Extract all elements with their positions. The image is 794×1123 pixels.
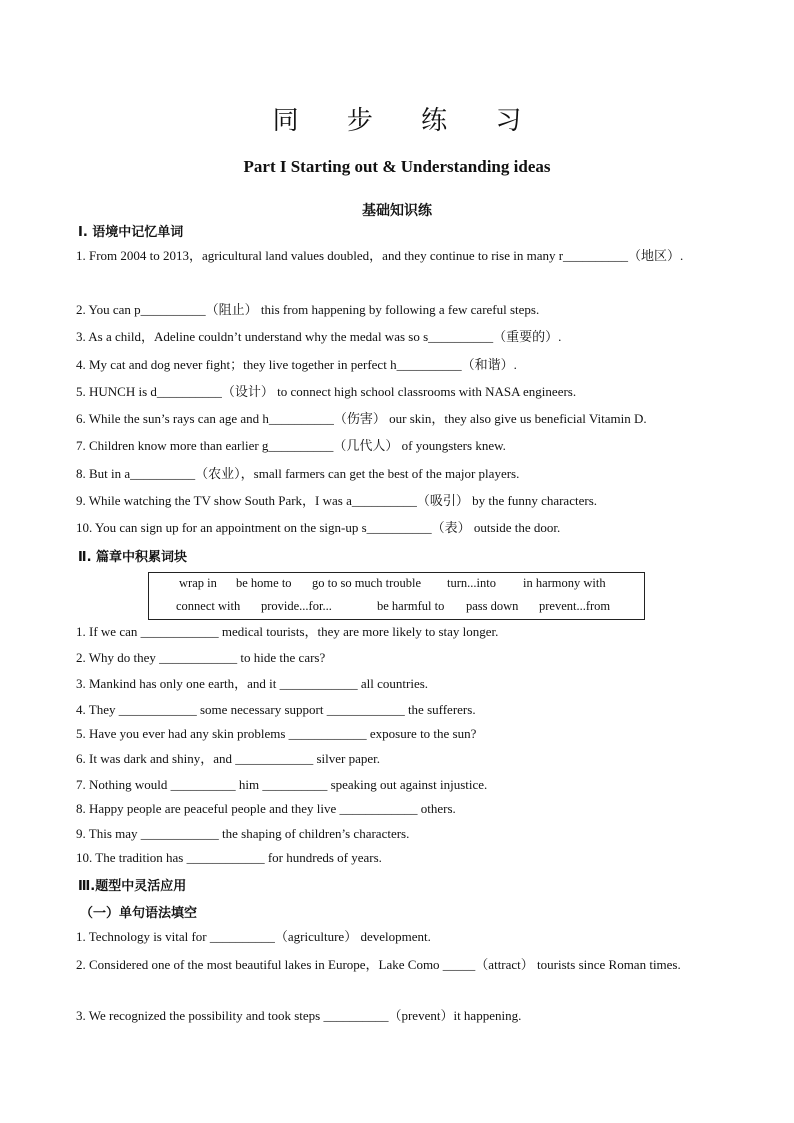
section3-item: 1. Technology is vital for __________（agriculture） development. (76, 929, 431, 944)
word-bank-box (148, 572, 645, 620)
section1-item: 9. While watching the TV show South Park，I was a__________（吸引） by the funny characters. (76, 493, 597, 508)
page-title: 同 步 练 习 (272, 106, 542, 136)
section2-item: 9. This may ____________ the shaping of children’s characters. (76, 826, 410, 841)
section2-item: 6. It was dark and shiny，and ____________ silver paper. (76, 751, 381, 766)
section1-item: 10. You can sign up for an appointment on the sign-up s__________（表） outside the door. (76, 520, 561, 535)
section1-item: 5. HUNCH is d__________（设计） to connect high school classrooms with NASA engineers. (76, 384, 577, 399)
section2-item: 7. Nothing would __________ him __________ speaking out against injustice. (76, 777, 488, 792)
word-bank-item: wrap in (179, 576, 217, 590)
section1-heading: Ⅰ. 语境中记忆单词 (78, 225, 184, 240)
word-bank-item: in harmony with (523, 576, 606, 590)
word-bank-item: provide...for... (261, 599, 332, 613)
word-bank-item: be harmful to (377, 599, 445, 613)
word-bank-item: turn...into (447, 576, 496, 590)
word-bank-item: go to so much trouble (312, 576, 422, 590)
section2-heading: Ⅱ. 篇章中积累词块 (78, 550, 188, 565)
section2-item: 8. Happy people are peaceful people and they live ____________ others. (76, 801, 456, 816)
section2-item: 2. Why do they ____________ to hide the cars? (76, 650, 326, 665)
word-bank-item: pass down (466, 599, 519, 613)
section2-item: 3. Mankind has only one earth，and it ____________ all countries. (76, 676, 429, 691)
word-bank-item: connect with (176, 599, 241, 613)
section2-item: 5. Have you ever had any skin problems ____________ exposure to the sun? (76, 726, 477, 741)
section1-item: 1. From 2004 to 2013，agricultural land values doubled，and they continue to rise in many r__________（地区）. (76, 248, 684, 263)
word-bank-item: prevent...from (539, 599, 611, 613)
section1-item: 4. My cat and dog never fight；they live together in perfect h__________（和谐）. (76, 357, 517, 372)
section2-item: 4. They ____________ some necessary support ____________ the sufferers. (76, 702, 476, 717)
word-bank-item: be home to (236, 576, 292, 590)
section-subheading: 基础知识练 (362, 203, 432, 219)
section1-item: 2. You can p__________（阻止） this from happening by following a few careful steps. (76, 302, 540, 317)
section1-item: 8. But in a__________（农业），small farmers can get the best of the major players. (76, 466, 520, 481)
part-heading: Part I Starting out & Understanding ideas (243, 157, 551, 176)
section3-subheading: （一）单句语法填空 (80, 906, 198, 921)
section2-item: 10. The tradition has ____________ for hundreds of years. (76, 850, 382, 865)
section1-item: 7. Children know more than earlier g__________（几代人） of youngsters knew. (76, 438, 506, 453)
section1-item: 6. While the sun’s rays can age and h__________（伤害） our skin，they also give us beneficial Vitamin D. (76, 411, 647, 426)
section3-item: 3. We recognized the possibility and took steps __________（prevent）it happening. (76, 1008, 522, 1023)
section1-item: 3. As a child，Adeline couldn’t understand why the medal was so s__________（重要的）. (76, 329, 562, 344)
section3-heading: Ⅲ.题型中灵活应用 (78, 879, 187, 894)
section3-item: 2. Considered one of the most beautiful lakes in Europe，Lake Como _____（attract） tourists since Roman times. (76, 957, 681, 972)
section2-item: 1. If we can ____________ medical tourists，they are more likely to stay longer. (76, 624, 499, 639)
